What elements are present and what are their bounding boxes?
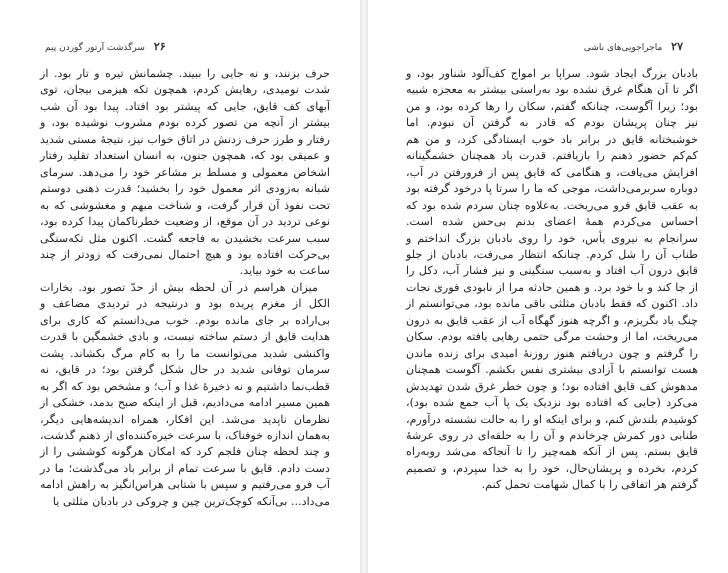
left-page [0,0,360,573]
left-page-number: ۲۶ [153,40,166,53]
right-running-title: ماجراجویی‌های ناشی [583,43,663,53]
right-page-header [584,40,683,53]
left-page-body [40,66,330,510]
right-page-body [406,66,698,494]
paragraph: بادبان بزرگ ایجاد شود. سراپا بر امواج کف‌آلود شناور بود، و اگر تا آن هنگام غرق نشده بود به‌راستی بیشتر به معجزه شبیه بود؛ زیرا آگوست، چنانکه گفتم، سکان را رها کرده بود، و من نیز چنان پریشان بودم که قادر به گرفتن آن نبودم. اما خوشبختانه قایق در برابر باد خوب ایستادگی کرد، و من هم کم‌کم حضور ذهنم را بازیافتم. قدرت باد همچنان خشمگینانه افزایش می‌یافت، و هنگامی که قایق پس از فرورفتن در آب، دوباره سربرمی‌داشت، موجی که ما را سرتا پا درخود گرفته بود به عقب قایق فرو می‌ریخت. به‌علاوه چنان سردم شده بود که احساس می‌کردم همهٔ اعضای بدنم بی‌حس شده است. سرانجام به نیروی یأس، خود را روی بادبان بزرگ انداختم و طناب آن را شل کردم. چنانکه انتظار می‌رفت، بادبان از جلو قایق درون آب افتاد و به‌سبب سنگینی و نیز فشار آب، دکل را از جا کند و با خود برد. و همین حادثه مرا از نابودی فوری نجات داد. اکنون که فقط بادبان مثلثی باقی مانده بود، می‌توانستم از چنگ باد بگریزم، و اگرچه هنوز گهگاه آب از عقب قایق به درون می‌ریخت، اما از وحشت مرگی حتمی رهایی یافته بودم. سکان را گرفتم و چون دریافتم هنوز روزنهٔ امیدی برای زنده ماندن هست توانستم با آزادی بیشتری نفس بکشم. آگوست همچنان مدهوش کف قایق افتاده بود؛ و چون خطر غرق شدن تهدیدش می‌کرد (جایی که افتاده بود نزدیک یک پا آب جمع شده بود)، کوشیدم بلندش کنم، و برای اینکه او را به حالت نشسته درآورم، طنابی دور کمرش چرخاندم و آن را به حلقه‌ای در روی عرشهٔ قایق بستم. پس از آنکه همه‌چیز را تا آنجاکه می‌شد روبه‌راه کردم، بخرده و پریشان‌حال، خود را به خدا سپردم، و تصمیم گرفتم هر اتفاقی را با کمال شهامت تحمل کنم. [406,67,698,492]
paragraph: میزان هراسم در آن لحظه بیش از حدّ تصور بود. بخارات الکل از مغزم پریده بود و درنتیجه در تردیدی مضاعف و بی‌اراده بر جای مانده بودم. خوب می‌دانستم که کاری برای هدایت قایق از دستم ساخته نیست، و بادی خشمگین با قدرت واکنشی شدید می‌توانست ما را به کام مرگ بکشاند. پشت سرمان توفانی شدید در حال شکل گرفتن بود؛ در قایق، نه قطب‌نما داشتیم و نه ذخیرهٔ غذا و آب؛ و مشخص بود که اگر به همین مسیر ادامه می‌دادیم، قبل از اینکه صبح بدمد، خشکی از نظرمان ناپدید می‌شد. این افکار، همراه اندیشه‌هایی دیگر، به‌همان اندازه خوفناک، با سرعت خیره‌کننده‌ای از ذهنم گذشت، و چند لحظه چنان فلجم کرد که امکان هرگونه کوششی را از دست دادم. قایق با سرعت تمام از برابر باد می‌گذشت؛ ما در آب فرو می‌رفتیم و سپس با شتابی هراس‌انگیز به راهش ادامه می‌داد... بی‌آنکه کوچک‌ترین چین و چروکی در بادبان مثلثی یا [40,280,330,508]
right-page-number: ۲۷ [671,40,683,53]
right-page [368,0,728,573]
book-gutter [360,0,368,573]
paragraph: حرف بزنند، و نه جایی را ببیند. چشمانش تیره و تار بود. از شدت نومیدی، رهایش کردم، همچون تکه هیزمی بیجان، توی آبهای کف قایق، جایی که پیشتر بود افتاد. پیدا بود آن شب بیشتر از آنچه من تصور کرده بودم مشروب نوشیده بود، و رفتار و طرز حرف زدنش در اتاق خواب نیز، نتیجهٔ مستی شدید و عمیقی بود که، همچون جنون، به انسان استعداد تقلید رفتار اشخاص معمولی و مسلط بر مشاعر خود را می‌دهد. سرمای شبانه به‌زودی اثر معمول خود را بخشید؛ قدرت ذهنی دوستم تحت نفوذ آن قرار گرفت، و شناخت مبهم و مغشوشی که به نوعی تردید در آن موقع، از وضعیت خطرناکمان پیدا کرده بود، سبب سرعت بخشیدن به فاجعه گشت. اکنون مثل تکه‌سنگی بی‌حرکت افتاده بود و هیچ احتمال نمی‌رفت که زودتر از چند ساعت به خود بیاید. [40,67,330,278]
left-page-header [45,40,166,53]
left-running-title: سرگذشت آرتور گوردن پیم [45,43,145,53]
